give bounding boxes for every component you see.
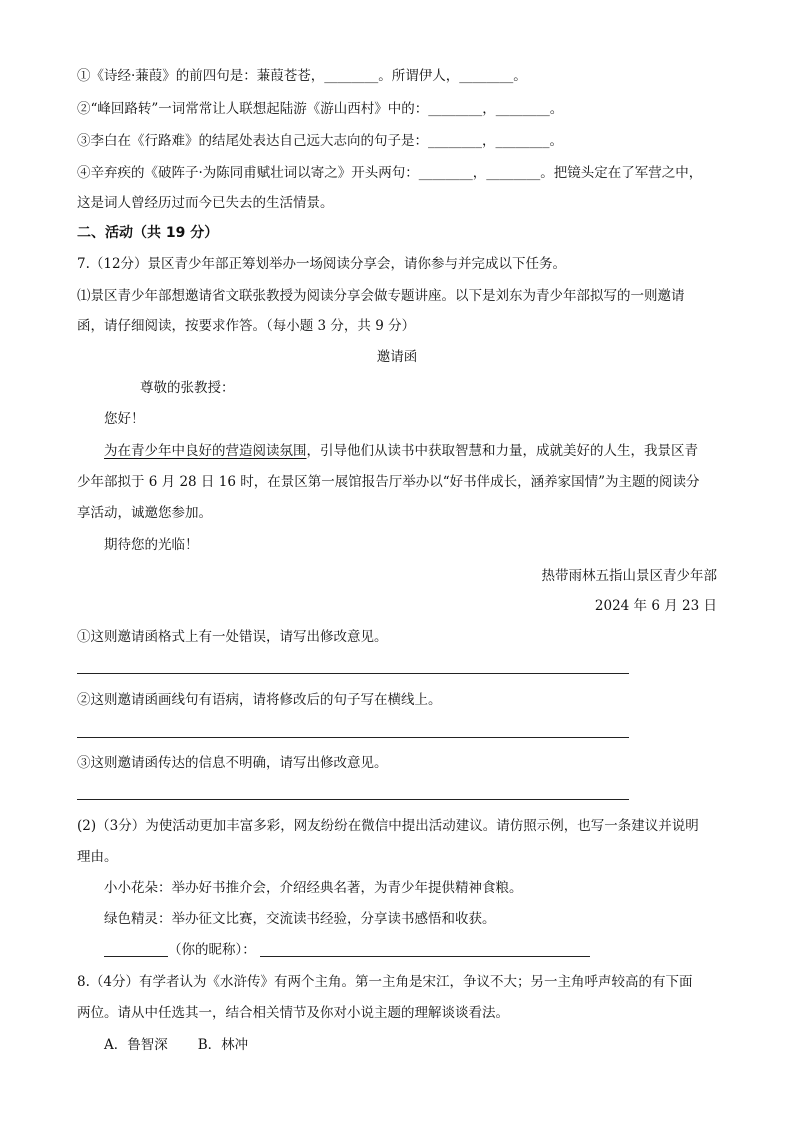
q8-line2: 两位。请从中任选其一，结合相关情节及你对小说主题的理解谈谈看法。	[77, 1005, 509, 1021]
q7-intro: 7.（12分）景区青少年部正筹划举办一场阅读分享会，请你参与并完成以下任务。	[77, 256, 567, 272]
q7-item1: ①这则邀请函格式上有一处错误，请写出修改意见。	[77, 629, 388, 645]
poetry-q1: ①《诗经·蒹葭》的前四句是：蒹葭苍苍，________。所谓伊人，________。	[77, 68, 527, 84]
poetry-q2: ②“峰回路转”一词常常让人联想起陆游《游山西村》中的：________，________。	[77, 101, 564, 117]
nickname-blank[interactable]	[104, 956, 168, 957]
example-2: 绿色精灵：举办征文比赛，交流读书经验，分享读书感悟和收获。	[104, 911, 496, 927]
q7-sub2-line1: (2)（3分）为使活动更加丰富多彩，网友纷纷在微信中提出活动建议。请仿照示例，也写一条建议并说明	[77, 818, 699, 834]
answer-line-3[interactable]	[77, 799, 629, 800]
letter-body-line2: 少年部拟于 6 月 28 日 16 时，在景区第一展馆报告厅举办以“好书伴成长，涵养家国情”为主题的阅读分	[77, 474, 700, 490]
letter-body-rest: ，引导他们从读书中获取智慧和力量，成就美好的人生，我景区青	[306, 443, 698, 459]
q7-item3: ③这则邀请函传达的信息不明确，请写出修改意见。	[77, 755, 388, 771]
letter-body-line1	[104, 441, 698, 461]
example-1: 小小花朵：举办好书推介会，介绍经典名著，为青少年提供精神食粮。	[104, 880, 523, 896]
q7-sub1-line1: ⑴景区青少年部想邀请省文联张教授为阅读分享会做专题讲座。以下是刘东为青少年部拟写的一则邀请	[77, 288, 685, 304]
section-heading: 二、活动（共 19 分）	[77, 225, 219, 241]
q7-sub1-line2: 函，请仔细阅读，按要求作答。（每小题 3 分，共 9 分）	[77, 318, 416, 334]
q7-sub2-line2: 理由。	[77, 849, 118, 865]
q8-line1: 8.（4分）有学者认为《水浒传》有两个主角。第一主角是宋江，争议不大；另一主角呼声较高的有下面	[77, 974, 693, 990]
letter-body-line3: 享活动，诚邀您参加。	[77, 505, 212, 521]
q8-options	[104, 1035, 248, 1055]
letter-salutation: 尊敬的张教授：	[140, 380, 235, 396]
nickname-row	[104, 940, 590, 960]
underlined-sentence: 为在青少年中良好的营造阅读氛围	[104, 443, 307, 459]
nickname-label: （你的昵称）：	[168, 942, 256, 958]
poetry-q4-line1: ④辛弃疾的《破阵子·为陈同甫赋壮词以寄之》开头两句：________，________。把镜头定在了军营之中，	[77, 165, 703, 181]
suggestion-blank[interactable]	[260, 956, 590, 957]
letter-date: 2024 年 6 月 23 日	[594, 598, 717, 614]
letter-title: 邀请函	[376, 349, 418, 365]
letter-closing: 期待您的光临！	[104, 537, 199, 553]
answer-line-1[interactable]	[77, 673, 629, 674]
poetry-q4-line2: 这是词人曾经历过而今已失去的生活情景。	[77, 195, 334, 211]
option-a: A．鲁智深	[104, 1037, 168, 1053]
poetry-q3: ③李白在《行路难》的结尾处表达自己远大志向的句子是：________，________。	[77, 133, 563, 149]
letter-greeting: 您好！	[104, 411, 145, 427]
option-b: B．林冲	[197, 1037, 249, 1053]
answer-line-2[interactable]	[77, 737, 629, 738]
letter-sender: 热带雨林五指山景区青少年部	[541, 568, 717, 584]
q7-item2: ②这则邀请函画线句有语病，请将修改后的句子写在横线上。	[77, 692, 442, 708]
